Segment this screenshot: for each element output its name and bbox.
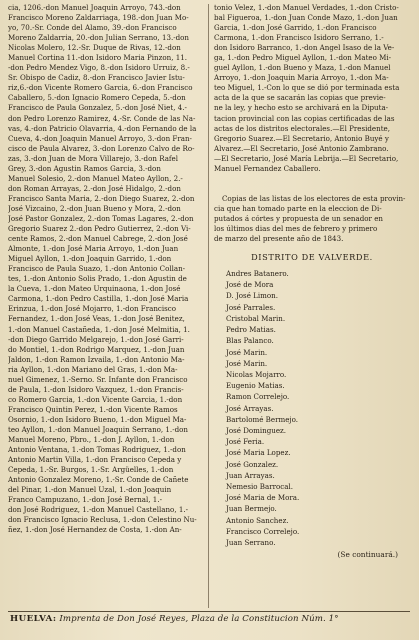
text-line: guel Ayllon, 1.-don Bueno y Maza, 1.-don Manuel [214,63,391,73]
text-line: Manuel Cortina 11.-don Isidoro Maria Pinzon, 11. [8,53,187,63]
text-line: Moreno Zaldarria, 20.-don Julian Serrano, 13.-don [8,33,189,43]
elector-name: Juan Serrano. [226,537,276,547]
text-line: cia, 1206.-don Manuel Joaquin Arroyo, 743.-don [8,3,181,12]
text-line: Gregorio Suarez.—El Secretario, Antonio Buyé y [214,133,389,143]
text-line: Arroyo, 1.-don Joaquin Maria Arroyo, 1.-don Ma- [214,73,389,83]
text-line: Francisco Quintin Perez, 1.-don Vicente Ramos [8,404,178,414]
notice-line: putados á córtes y propuesta de un senador en [214,213,383,223]
text-line: don Isidoro Barranco, 1.-don Angel Isaso de la Ve- [214,43,395,53]
elector-name: Francisco Correlejo. [226,526,300,536]
notice-line: los últimos dias del mes de febrero y primero [214,223,378,233]
text-line: Erinzua, 1.-don José Mojarro, 1.-don Francisco [8,304,177,314]
text-line: tes, 1.-don Antonio Solis Prado, 1.-don Agustin de [8,274,187,284]
text-line: Antonio Ventana, 1.-don Tomas Rodriguez, 1.-don [8,445,186,455]
text-line: cente Ramos, 2.-don Manuel Cabrege, 2.-don José [8,234,188,244]
text-line: Jaldon, 1.-don Ramon Izvaila, 1.-don Antonio Ma- [8,354,185,364]
elector-name: Bartolomé Bermejo. [226,414,299,424]
printer-imprint [10,614,410,624]
text-line: nuel Gimenez, 1.-Serno. Sr. Infante don Francisco [8,374,188,384]
elector-name: José de Mora [226,280,274,290]
right-column-body [214,3,410,174]
text-line: Garcia, 1.-don José Garrido, 1.-don Francisco [214,23,377,33]
text-line: yo, 70.-Sr. Conde del Alamo, 39.-don Francisco [8,23,177,33]
text-line: Antonio Martin Villa, 1.-don Francisco Cepeda y [8,455,182,465]
elector-name: José Gonzalez. [226,459,279,469]
text-line: de Paula, 1.-don Isidoro Vazquez, 1.-don Francis- [8,384,184,394]
text-line: la Cueva, 1.-don Mateo Urquinaona, 1.-don José [8,284,181,294]
text-line: riz,6.-don Vicente Romero Garcia, 6.-don Francisco [8,83,193,93]
text-line: Almonte, 1.-don José Maria Arroyo, 1.-don Juan [8,244,179,254]
text-line: Nicolas Molero, 12.-Sr. Duque de Rivas, 12.-don [8,43,181,53]
text-line: Carmona, 1.-don Pedro Castilla, 1.-don José Maria [8,294,189,304]
text-line: Gregorio Suarez 2.-don Pedro Gutierrez, 2.-don Vi- [8,224,191,234]
elector-name: José Maria de Mora. [226,493,300,503]
district-elector-list [214,268,410,548]
notice-line: de marzo del presente año de 1843. [214,233,344,243]
text-line: don Roman Arrayas, 2.-don José Hidalgo, 2.-don [8,183,181,193]
text-line: zas, 3.-don Juan de Mora Villarejo, 3.-don Rafel [8,153,179,163]
text-line: ñez, 1.-don José Hernandez de Costa, 1.-don An- [8,525,182,535]
text-line: Manuel Fernandez Caballero. [214,163,321,173]
text-line: Carmona, 1.-don Francisco Isidoro Serrano, 1.- [214,33,384,43]
elector-name: José Arrayas. [226,403,274,413]
text-line: 1.-don Manuel Castañeda, 1.-don José Melmitia, 1. [8,324,190,334]
text-line: co Romero Garcia, 1.-don Vicente Garcia, 1.-don [8,394,183,404]
text-line: don Francisco Ignacio Reclusa, 1.-don Celestino Nu- [8,515,197,525]
text-line: —El Secretario, José María Lebrija.—El Secretario, [214,153,399,163]
elector-name: Blas Palanco. [226,336,274,346]
elector-name: José Parrales. [226,302,276,312]
elector-name: Andres Batanero. [226,269,289,279]
text-line: Fernandez, 1.-don José Veas, 1.-don José Benitez, [8,314,185,324]
text-line: -don Diego Garrido Melgarejo, 1.-don José Garri- [8,334,184,344]
text-line: -don Pedro Mendez Vigo, 8.-don Isidoro Urruiz, 8.- [8,63,190,73]
continuation-note: (Se continuará.) [337,550,398,560]
footer-rule [8,611,410,612]
elector-name: José Feria. [226,437,265,447]
text-line: Francisco Santa Maria, 2.-don Diego Suarez, 2.-don [8,193,195,203]
text-line: Caballero, 5.-don Ignacio Romero Cepeda, 5.-don [8,93,186,103]
text-line: ne la ley, y hecho esto se archivará en la Diputa- [214,103,389,113]
column-divider [208,4,209,608]
notice-line: Copias de las listas de los electores de esta provin- [222,193,406,203]
elector-name: Juan Arrayas. [226,470,275,480]
text-line: Francisco de Paula Suazo, 1.-don Antonio Collan- [8,264,186,274]
text-line: don José Rodriguez, 1.-don Manuel Castellano, 1.- [8,505,188,515]
text-line: Francisco de Paula Gonzalez, 5.-don José Niet, 4.- [8,103,187,113]
text-line: do Montiel, 1.-don Rodrigo Marquez, 1.-don Juan [8,344,185,354]
elector-name: Cristobal Marin. [226,313,286,323]
text-line: don Pedro Lorenzo Ramirez, 4.-Sr. Conde de las Na- [8,113,196,123]
text-line: Miguel Ayllon, 1.-don Joaquin Garrido, 1.-don [8,254,172,264]
elector-name: Nemesio Barrocal. [226,481,293,491]
text-line: Osornio, 1.-don Isidoro Bueno, 1.-don Miguel Ma- [8,414,187,424]
imprint-text: Imprenta de Don José Reyes, Plaza de la Constitucion Núm. 1° [59,614,339,624]
text-line: Alvarez.—El Secretario, José Antonio Zambrano. [214,143,389,153]
elector-name: Pedro Matias. [226,325,276,335]
elector-name: Nicolas Mojarro. [226,369,287,379]
text-line: José Vizcaino, 2.-don Juan Bueno y Mora, 2.-don [8,203,181,213]
text-line: Cueva, 4.-don Joaquin Manuel Arroyo, 3.-don Fran- [8,133,192,143]
text-line: tonio Velez, 1.-don Manuel Verdades, 1.-don Cristo- [214,3,399,12]
elector-name: José Dominguez. [226,425,287,435]
text-line: Sr. Obispo de Cadiz, 8.-don Francisco Javier Istu- [8,73,185,83]
text-line: acta de la que se sacarán las copias que previe- [214,93,386,103]
text-line: cisco de Paula Alvarez, 3.-don Lorenzo Calvo de Ro- [8,143,195,153]
text-line: Francisco Moreno Zaldarriaga, 198.-don Juan Mo- [8,13,189,23]
elector-name: Ramon Correlejo. [226,392,290,402]
text-line: teo Ayllon, 1.-don Manuel Joaquin Serrano, 1.-don [8,424,188,434]
elector-name: Eugenio Matias. [226,381,285,391]
text-line: Cepeda, 1.-Sr. Burgos, 1.-Sr. Argüelles, 1.-don [8,465,174,475]
text-line: Antonio Gonzalez Moreno, 1.-Sr. Conde de Cañete [8,475,189,485]
left-text-column [8,3,204,603]
elector-name: José Marin. [226,358,268,368]
text-line: actas de los distritos electorales.—El Presidente, [214,123,391,133]
text-line: teo Miguel, 1.-Con lo que se dió por terminada esta [214,83,400,93]
electors-list-notice [214,194,410,244]
elector-name: José Maria Lopez. [226,448,291,458]
elector-name: D. José Limon. [226,291,278,301]
text-line: José Pastor Gonzalez, 2.-don Tomas Lagares, 2.-don [8,213,194,223]
text-line: Grey, 3.-don Agustin Ramos Garcia, 3.-don [8,163,161,173]
text-line: tacion provincial con las copias certificadas de las [214,113,395,123]
text-line: Franco Campuzano, 1.-don José Bernal, 1.- [8,495,162,505]
elector-name: Juan Bermejo. [226,504,277,514]
text-line: Manuel Solesio, 2.-don Manuel Mateo Ayllon, 2.- [8,173,183,183]
elector-name: Antonio Sanchez. [226,515,289,525]
imprint-place: HUELVA: [10,614,57,624]
district-title: DISTRITO DE VALVERDE. [251,252,373,263]
text-line: del Pinar, 1.-don Manuel Uzal, 1.-don Joaquin [8,485,172,495]
text-line: bal Figueroa, 1.-don Juan Conde Mazo, 1.-don Juan [214,13,398,23]
text-line: ga, 1.-don Pedro Miguel Ayllon, 1.-don Mateo Mi- [214,53,392,63]
elector-name: José Marin. [226,347,268,357]
text-line: ria Ayllon, 1.-don Mariano del Gras, 1.-don Ma- [8,364,178,374]
text-line: Manuel Moreno, Pbro., 1.-don J. Ayllon, 1.-don [8,435,175,445]
text-line: vas, 4.-don Patricio Olavarria, 4.-don Fernando de la [8,123,197,133]
right-text-column [214,3,410,603]
notice-line: cia que han tomado parte en la eleccion de Di- [214,203,382,213]
